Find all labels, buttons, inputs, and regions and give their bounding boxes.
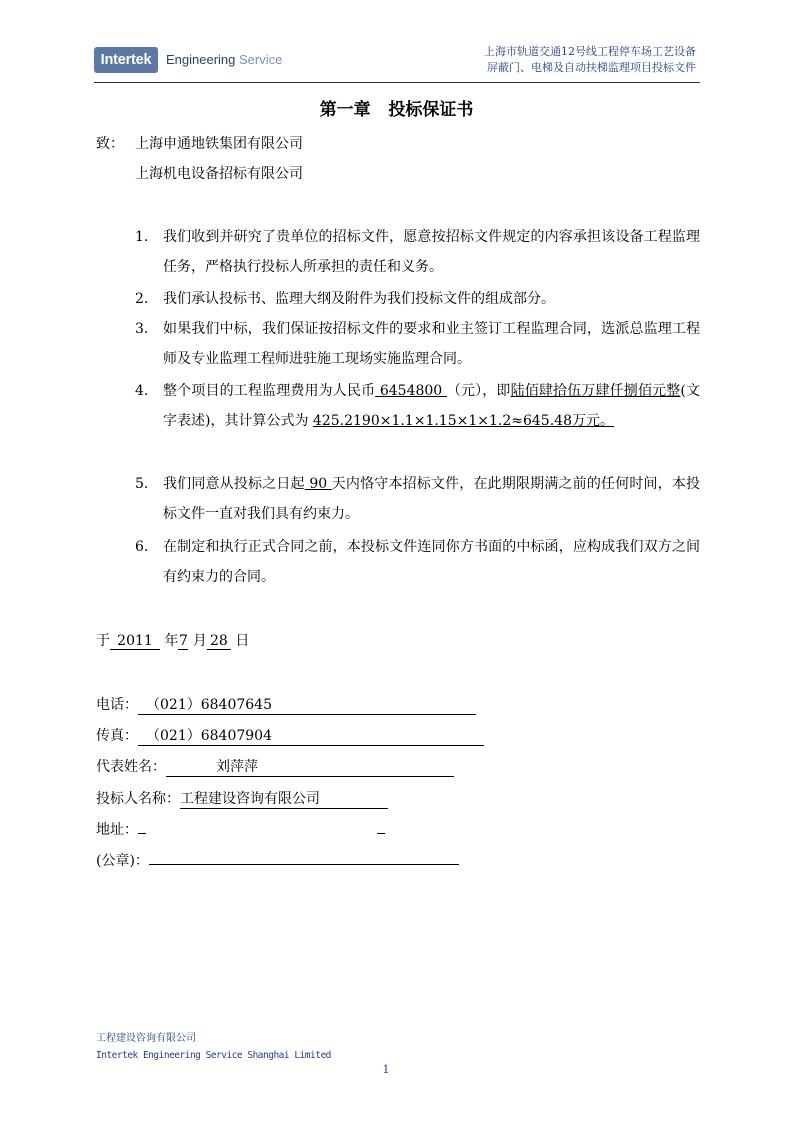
list-item-number: 2. — [135, 291, 149, 307]
list-item-number: 1. — [135, 229, 149, 245]
seal-blank — [149, 850, 459, 865]
date-prefix: 于 — [96, 633, 110, 649]
address-label: 地址： — [96, 822, 138, 838]
seal-label: (公章)： — [96, 853, 149, 869]
fax-label: 传真： — [96, 728, 138, 744]
representative-row — [96, 756, 454, 777]
fee-unit: （元），即 — [446, 383, 511, 399]
validity-days: 90 — [304, 476, 332, 492]
fax-value: （021）68407904 — [138, 725, 484, 746]
representative-value: 刘萍萍 — [166, 756, 454, 777]
list-item-text: 我们收到并研究了贵单位的招标文件，愿意按招标文件规定的内容承担该设备工程监理任务，严格执行投标人所承担的责任和义务。 — [163, 229, 700, 275]
phone-row — [96, 694, 476, 715]
recipient-prefix: 致： — [96, 136, 124, 152]
fee-amount: 6454800 — [375, 383, 447, 399]
list-item-text: 我们承认投标书、监理大纲及附件为我们投标文件的组成部分。 — [163, 291, 555, 307]
list-item-number: 5. — [135, 476, 149, 492]
address-row — [96, 819, 385, 839]
phone-label: 电话： — [96, 697, 138, 713]
fee-note: (文字表述)，其计算公式为 — [163, 383, 701, 429]
logo-subtitle — [166, 52, 282, 67]
fax-row — [96, 725, 484, 746]
fee-amount-words: 陆佰肆拾伍万肆仟捌佰元整 — [510, 383, 681, 399]
header-line-2: 屏蔽门、电梯及自动扶梯监理项目投标文件 — [487, 61, 696, 74]
date-day: 28 — [207, 633, 231, 650]
page-title: 第一章 投标保证书 — [319, 100, 474, 120]
bidder-value: 工程建设咨询有限公司 — [180, 788, 388, 809]
date-year: 2011 — [110, 633, 160, 650]
logo-subtitle-engineering: Engineering — [166, 52, 236, 67]
bidder-row — [96, 788, 388, 809]
date-day-label: 日 — [235, 633, 250, 649]
footer — [96, 1030, 331, 1064]
recipient-2: 上海机电设备招标有限公司 — [135, 166, 303, 182]
footer-company-en: Intertek Engineering Service Shanghai Limited — [96, 1050, 331, 1061]
fee-pre: 整个项目的工程监理费用为人民币 — [163, 383, 376, 399]
footer-company-cn: 工程建设咨询有限公司 — [96, 1033, 196, 1044]
validity-pre: 我们同意从投标之日起 — [163, 476, 305, 492]
list-item — [135, 284, 700, 314]
list-item-fee — [135, 376, 700, 436]
intertek-logo: Intertek — [94, 47, 158, 73]
page-number: 1 — [382, 1063, 390, 1076]
header-divider — [94, 82, 700, 83]
header-line-1: 上海市轨道交通12号线工程停车场工艺设备 — [484, 45, 696, 58]
list-item-number: 4. — [135, 383, 149, 399]
date-year-label: 年 — [164, 633, 179, 649]
list-item — [135, 222, 700, 282]
header-project-name — [484, 44, 696, 76]
list-item-number: 3. — [135, 321, 149, 337]
list-item-number: 6. — [135, 539, 149, 555]
phone-value: （021）68407645 — [138, 694, 476, 715]
validity-post: 天内恪守本招标文件，在此期限期满之前的任何时间，本投标文件一直对我们具有约束力。 — [163, 476, 701, 522]
date-line — [96, 630, 249, 650]
logo-subtitle-service: Service — [239, 52, 283, 67]
list-item — [135, 314, 700, 374]
date-month-label: 月 — [192, 633, 207, 649]
list-item-text: 如果我们中标，我们保证按招标文件的要求和业主签订工程监理合同，选派总监理工程师及专业监理工程师进驻施工现场实施监理合同。 — [163, 321, 700, 367]
seal-row — [96, 850, 459, 870]
fee-formula: 425.2190×1.1×1.15×1×1.2≈645.48万元。 — [312, 413, 614, 429]
address-blank-start — [138, 833, 146, 834]
list-item-validity — [135, 469, 700, 529]
representative-label: 代表姓名： — [96, 759, 166, 775]
list-item-text: 在制定和执行正式合同之前，本投标文件连同你方书面的中标函，应构成我们双方之间有约束力的合同。 — [163, 539, 700, 585]
list-item-text — [163, 469, 700, 529]
list-item-text — [163, 376, 700, 436]
list-item — [135, 532, 700, 592]
address-blank-end — [377, 833, 385, 834]
recipient-1: 上海申通地铁集团有限公司 — [135, 136, 303, 152]
bidder-label: 投标人名称： — [96, 791, 180, 807]
date-month: 7 — [178, 633, 188, 649]
